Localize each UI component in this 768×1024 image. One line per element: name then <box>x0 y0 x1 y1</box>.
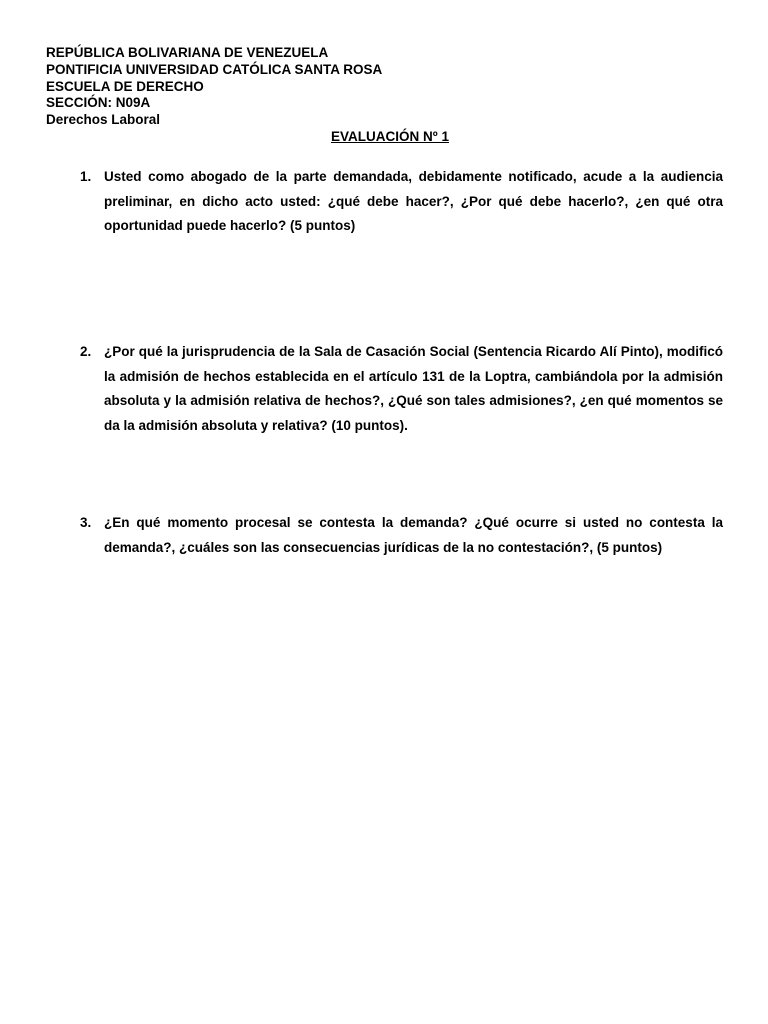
question-2 <box>80 340 723 438</box>
question-text: ¿En qué momento procesal se contesta la demanda? ¿Qué ocurre si usted no contesta la demanda?, ¿cuáles son las consecuencias jurídicas de la no contestación?, (5 puntos) <box>104 515 723 555</box>
header-section: SECCIÓN: N09A <box>46 95 151 111</box>
question-3 <box>80 511 723 560</box>
evaluation-title-text: EVALUACIÓN Nº 1 <box>331 129 449 144</box>
header-school: ESCUELA DE DERECHO <box>46 78 204 94</box>
header-university: PONTIFICIA UNIVERSIDAD CATÓLICA SANTA ROSA <box>46 61 383 77</box>
header-republic: REPÚBLICA BOLIVARIANA DE VENEZUELA <box>46 45 329 60</box>
question-1 <box>80 165 723 239</box>
question-number: 1. <box>80 169 92 184</box>
question-text: Usted como abogado de la parte demandada, debidamente notificado, acude a la audiencia preliminar, en dicho acto usted: ¿qué debe hacer?, ¿Por qué debe hacerlo?, ¿en qué otra oportunidad puede hacerlo? (5 puntos) <box>104 169 723 233</box>
question-number: 3. <box>80 515 92 530</box>
question-text: ¿Por qué la jurisprudencia de la Sala de Casación Social (Sentencia Ricardo Alí Pinto), modificó la admisión de hechos establecida en el artículo 131 de la Loptra, cambiándola por la admisión absoluta y la admisión relativa de hechos?, ¿Qué son tales admisiones?, ¿en qué momentos se da la admisión absoluta y relativa? (10 puntos). <box>104 344 723 433</box>
evaluation-title <box>0 129 768 145</box>
header-subject: Derechos Laboral <box>46 112 161 128</box>
document-header <box>46 45 382 129</box>
question-number: 2. <box>80 344 92 359</box>
